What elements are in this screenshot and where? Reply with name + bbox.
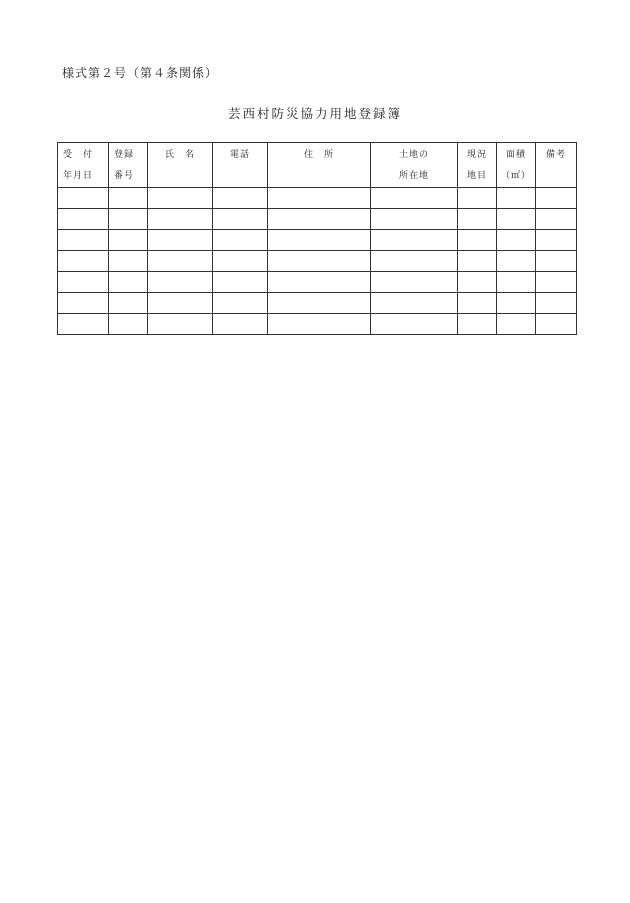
table-cell (213, 209, 268, 230)
table-cell (109, 188, 148, 209)
table-cell (268, 209, 371, 230)
table-cell (497, 251, 536, 272)
table-cell (58, 209, 109, 230)
table-cell (148, 272, 213, 293)
table-cell (497, 293, 536, 314)
table-row (58, 230, 577, 251)
table-cell (268, 314, 371, 335)
header-line: 受 付 (63, 150, 94, 160)
table-cell (109, 272, 148, 293)
table-cell (268, 293, 371, 314)
table-cell (213, 272, 268, 293)
table-cell (371, 272, 458, 293)
table-cell (109, 293, 148, 314)
table-row (58, 251, 577, 272)
table-cell (268, 188, 371, 209)
header-line: 番号 (114, 171, 135, 181)
table-cell (497, 188, 536, 209)
table-cell (58, 188, 109, 209)
table-cell (458, 209, 497, 230)
table-cell (213, 188, 268, 209)
table-cell (58, 230, 109, 251)
header-line: 年月日 (63, 171, 94, 181)
table-cell (148, 230, 213, 251)
table-cell (371, 293, 458, 314)
table-cell (536, 188, 577, 209)
table-cell (109, 209, 148, 230)
table-row (58, 209, 577, 230)
table-cell (371, 188, 458, 209)
table-cell (213, 314, 268, 335)
table-cell (458, 293, 497, 314)
header-line: 土地の (398, 150, 429, 160)
table-cell (458, 272, 497, 293)
document-title: 芸西村防災協力用地登録簿 (227, 106, 402, 121)
table-cell (458, 188, 497, 209)
table-cell (58, 293, 109, 314)
table-body (58, 188, 577, 335)
header-remarks (536, 143, 577, 188)
header-phone (213, 143, 268, 188)
table-cell (268, 272, 371, 293)
table-cell (371, 209, 458, 230)
table-cell (458, 251, 497, 272)
table-cell (109, 251, 148, 272)
table-cell (536, 314, 577, 335)
registration-table (57, 142, 577, 335)
header-line: 住 所 (303, 150, 334, 160)
table-cell (213, 251, 268, 272)
table-row (58, 293, 577, 314)
table-cell (148, 293, 213, 314)
table-cell (458, 230, 497, 251)
table-cell (213, 230, 268, 251)
table-cell (58, 272, 109, 293)
table-cell (536, 272, 577, 293)
header-name (148, 143, 213, 188)
header-line: 電話 (229, 150, 250, 160)
table-cell (536, 230, 577, 251)
table-cell (536, 209, 577, 230)
header-land-location (371, 143, 458, 188)
table-row (58, 272, 577, 293)
table-cell (497, 314, 536, 335)
header-reception-date (58, 143, 109, 188)
table-row (58, 188, 577, 209)
table-cell (458, 314, 497, 335)
header-line: 所在地 (398, 171, 429, 181)
table-row (58, 314, 577, 335)
table-cell (268, 251, 371, 272)
header-line: 氏 名 (164, 150, 195, 160)
header-address (268, 143, 371, 188)
table-cell (536, 293, 577, 314)
table-cell (58, 314, 109, 335)
table-cell (213, 293, 268, 314)
table-header-row (58, 143, 577, 188)
table-cell (536, 251, 577, 272)
header-line: 備考 (545, 150, 566, 160)
header-line: 登録 (114, 150, 135, 160)
table-cell (148, 188, 213, 209)
table-cell (371, 251, 458, 272)
table-cell (58, 251, 109, 272)
table-cell (109, 314, 148, 335)
table-cell (371, 230, 458, 251)
table-cell (497, 272, 536, 293)
table-cell (497, 230, 536, 251)
table-cell (268, 230, 371, 251)
table-cell (109, 230, 148, 251)
header-line: （㎡） (500, 171, 531, 181)
table-cell (148, 209, 213, 230)
table-cell (148, 251, 213, 272)
table-cell (497, 209, 536, 230)
table-cell (371, 314, 458, 335)
header-current-land-category (458, 143, 497, 188)
form-number-label: 様式第２号（第４条関係） (62, 66, 219, 80)
header-line: 面積 (505, 150, 526, 160)
header-area (497, 143, 536, 188)
header-registration-number (109, 143, 148, 188)
header-line: 現況 (466, 150, 487, 160)
table-cell (148, 314, 213, 335)
header-line: 地目 (466, 171, 487, 181)
